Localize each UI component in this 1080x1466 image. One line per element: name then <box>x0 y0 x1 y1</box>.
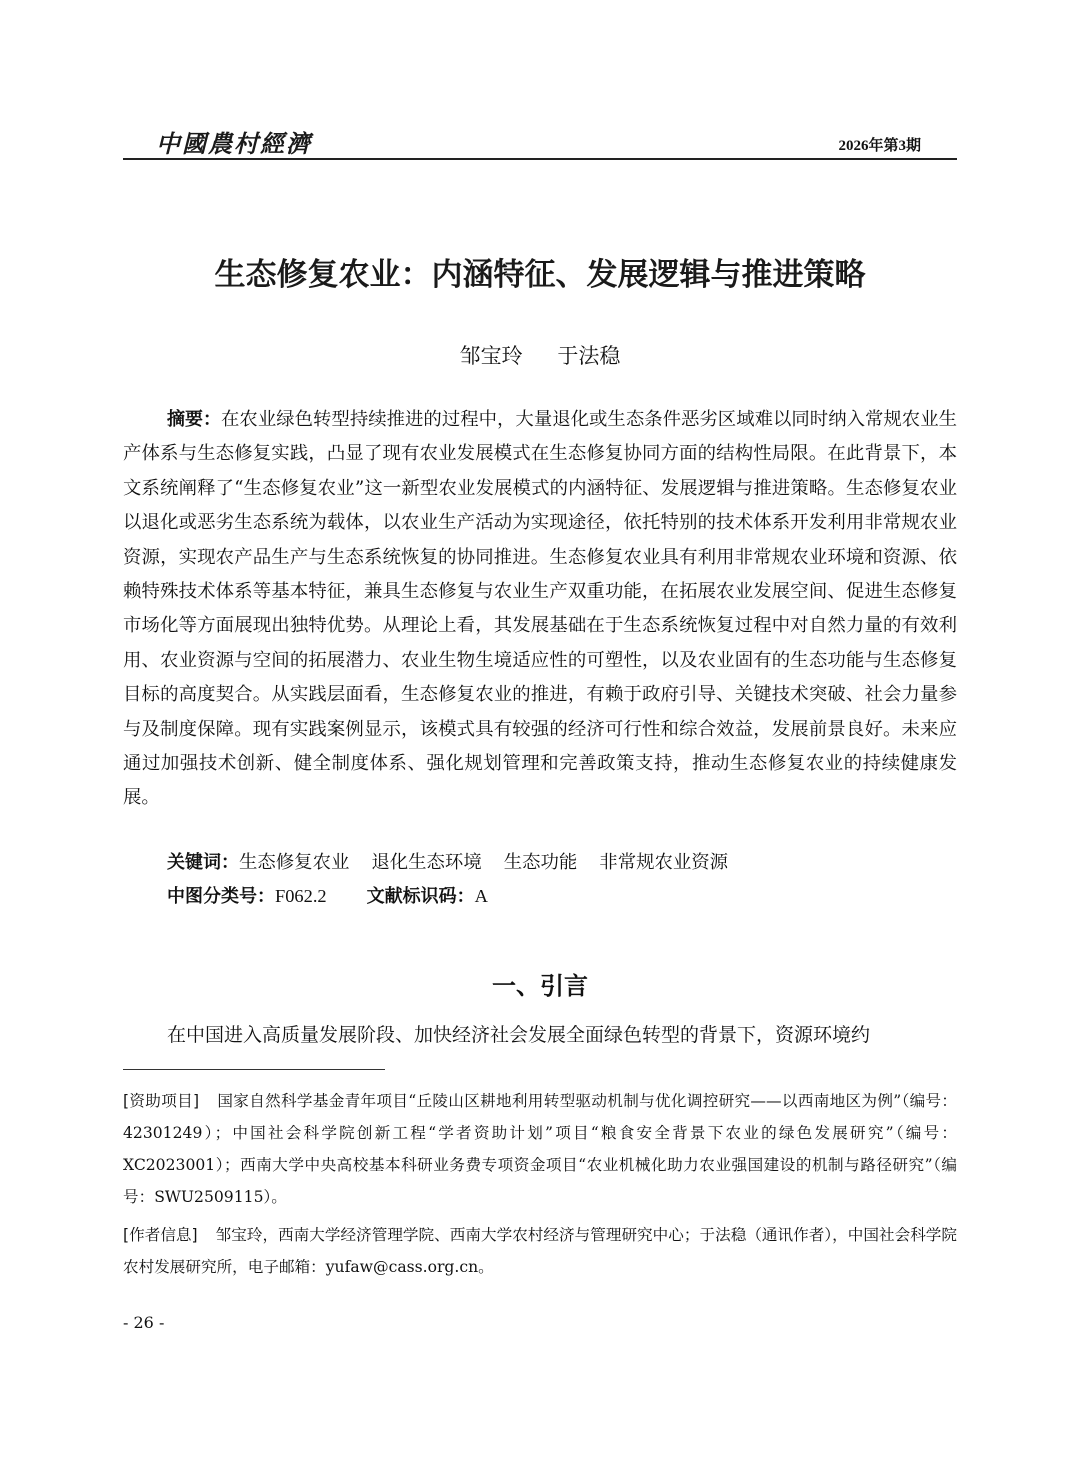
journal-name: 中國農村經濟 <box>156 130 312 158</box>
funding-footnote <box>123 1085 957 1213</box>
funding-label: [资助项目] <box>123 1092 200 1110</box>
classification-line <box>167 882 488 908</box>
clc-value: F062.2 <box>275 886 327 906</box>
funding-text: 国家自然科学基金青年项目“丘陵山区耕地利用转型驱动机制与优化调控研究——以西南地区为例”（编号：42301249）；中国社会科学院创新工程“学者资助计划”项目“粮食安全背景下农业的绿色发展研究”（编号：XC2023001）；西南大学中央高校基本科研业务费专项资金项目“农业机械化助力农业强国建设的机制与路径研究”（编号：SWU2509115）。 <box>123 1092 957 1206</box>
article-title: 生态修复农业：内涵特征、发展逻辑与推进策略 <box>214 257 866 293</box>
footnote-divider <box>123 1069 385 1070</box>
author-name: 于法稳 <box>557 344 621 368</box>
author-list <box>0 340 1080 370</box>
body-paragraph: 在中国进入高质量发展阶段、加快经济社会发展全面绿色转型的背景下，资源环境约 <box>167 1024 871 1046</box>
keyword: 生态功能 <box>503 852 578 873</box>
abstract <box>123 403 957 816</box>
keyword: 退化生态环境 <box>371 852 482 873</box>
clc-label: 中图分类号： <box>167 886 275 907</box>
keyword: 生态修复农业 <box>239 852 350 873</box>
abstract-label: 摘要： <box>167 409 222 430</box>
keywords-label: 关键词： <box>167 852 239 873</box>
page-number: - 26 - <box>123 1313 165 1332</box>
issue-number: 2026年第3期 <box>838 138 921 154</box>
keyword: 非常规农业资源 <box>599 852 729 873</box>
doc-code-value: A <box>474 886 488 906</box>
keywords-line <box>167 848 750 874</box>
author-name: 邹宝玲 <box>459 344 523 368</box>
author-info-label: [作者信息] <box>123 1226 198 1244</box>
abstract-text: 在农业绿色转型持续推进的过程中，大量退化或生态条件恶劣区域难以同时纳入常规农业生产体系与生态修复实践，凸显了现有农业发展模式在生态修复协同方面的结构性局限。在此背景下，本文系统阐释了“生态修复农业”这一新型农业发展模式的内涵特征、发展逻辑与推进策略。生态修复农业以退化或恶劣生态系统为载体，以农业生产活动为实现途径，依托特别的技术体系开发利用非常规农业资源，实现农产品生产与生态系统恢复的协同推进。生态修复农业具有利用非常规农业环境和资源、依赖特殊技术体系等基本特征，兼具生态修复与农业生产双重功能，在拓展农业发展空间、促进生态修复市场化等方面展现出独特优势。从理论上看，其发展基础在于生态系统恢复过程中对自然力量的有效利用、农业资源与空间的拓展潜力、农业生物生境适应性的可塑性，以及农业固有的生态功能与生态修复目标的高度契合。从实践层面看，生态修复农业的推进，有赖于政府引导、关键技术突破、社会力量参与及制度保障。现有实践案例显示，该模式具有较强的经济可行性和综合效益，发展前景良好。未来应通过加强技术创新、健全制度体系、强化规划管理和完善政策支持，推动生态修复农业的持续健康发展。 <box>123 409 957 809</box>
running-header <box>123 118 957 160</box>
doc-code-label: 文献标识码： <box>366 886 475 907</box>
author-footnote <box>123 1219 957 1283</box>
section-heading: 一、引言 <box>492 972 588 1000</box>
author-info-text: 邹宝玲，西南大学经济管理学院、西南大学农村经济与管理研究中心；于法稳（通讯作者），中国社会科学院农村发展研究所，电子邮箱：yufaw@cass.org.cn。 <box>123 1226 958 1276</box>
